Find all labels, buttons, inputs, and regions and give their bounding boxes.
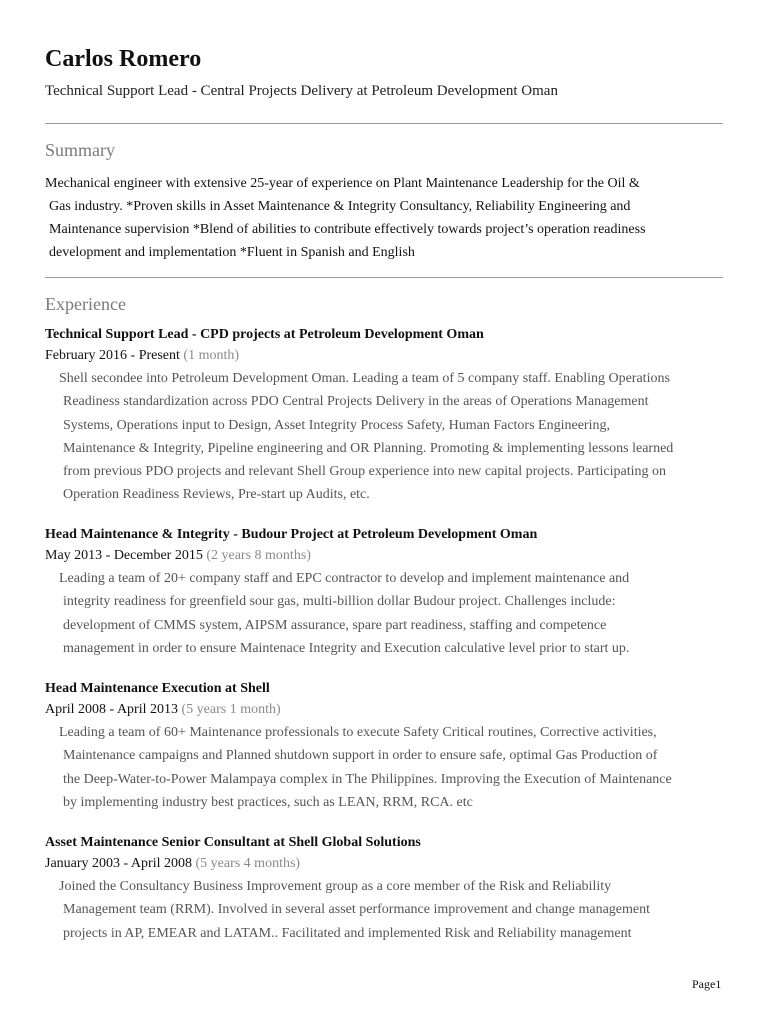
experience-entry [45, 524, 723, 660]
job-duration: (5 years 4 months) [195, 856, 301, 871]
job-description-line: integrity readiness for greenfield sour gas, multi-billion dollar Budour project. Challenges include: [63, 594, 616, 610]
job-dates [45, 699, 723, 720]
job-description-line: management in order to ensure Maintenace Integrity and Execution calculative level prior to start up. [63, 640, 630, 656]
summary-line: development and implementation *Fluent in Spanish and English [49, 245, 415, 260]
job-description-line: Maintenance campaigns and Planned shutdown support in order to ensure safe, optimal Gas Production of [63, 748, 658, 764]
divider [45, 277, 723, 278]
job-description-line: Maintenance & Integrity, Pipeline engineering and OR Planning. Promoting & implementing lessons learned [63, 440, 674, 456]
job-description-line: Readiness standardization across PDO Central Projects Delivery in the areas of Operations Management [63, 394, 649, 410]
job-description [45, 367, 723, 507]
job-description-line: from previous PDO projects and relevant Shell Group experience into new capital projects. Participating on [63, 464, 666, 480]
candidate-headline: Technical Support Lead - Central Projects Delivery at Petroleum Development Oman [45, 83, 558, 99]
job-title: Head Maintenance Execution at Shell [45, 681, 270, 696]
job-date-range: February 2016 - Present [45, 348, 180, 363]
job-duration: (1 month) [183, 348, 240, 363]
experience-entry [45, 324, 723, 507]
job-date-range: May 2013 - December 2015 [45, 548, 203, 563]
job-description-line: by implementing industry best practices, such as LEAN, RRM, RCA. etc [63, 794, 473, 810]
job-description-line: Leading a team of 20+ company staff and EPC contractor to develop and implement maintenance and [59, 571, 630, 586]
job-description-line: Shell secondee into Petroleum Development Oman. Leading a team of 5 company staff. Enabling Operations [59, 371, 670, 386]
summary-text [45, 172, 723, 264]
job-duration: (5 years 1 month) [181, 702, 281, 717]
experience-heading: Experience [45, 294, 126, 314]
job-date-range: January 2003 - April 2008 [45, 856, 192, 871]
job-duration: (2 years 8 months) [206, 548, 311, 563]
job-description-line: Operation Readiness Reviews, Pre-start up Audits, etc. [63, 487, 370, 503]
divider [45, 123, 723, 124]
job-description-line: Leading a team of 60+ Maintenance professionals to execute Safety Critical routines, Corrective activities, [59, 725, 657, 740]
job-description-line: projects in AP, EMEAR and LATAM.. Facilitated and implemented Risk and Reliability management [63, 925, 632, 941]
summary-line: Maintenance supervision *Blend of abilities to contribute effectively towards project’s operation readiness [49, 222, 646, 237]
job-description-line: the Deep-Water-to-Power Malampaya complex in The Philippines. Improving the Execution of Maintenance [63, 771, 672, 787]
experience-entry [45, 832, 723, 945]
job-description [45, 721, 723, 814]
job-description [45, 875, 723, 945]
job-date-range: April 2008 - April 2013 [45, 702, 178, 717]
job-dates [45, 545, 723, 566]
job-title: Technical Support Lead - CPD projects at Petroleum Development Oman [45, 327, 484, 342]
job-title: Head Maintenance & Integrity - Budour Project at Petroleum Development Oman [45, 527, 538, 542]
job-dates [45, 853, 723, 874]
job-description-line: development of CMMS system, AIPSM assurance, spare part readiness, staffing and competence [63, 617, 607, 633]
page-number: Page1 [692, 977, 722, 991]
summary-line: Mechanical engineer with extensive 25-year of experience on Plant Maintenance Leadership for the Oil & [45, 176, 640, 191]
job-description-line: Joined the Consultancy Business Improvement group as a core member of the Risk and Reliability [59, 879, 612, 894]
candidate-name: Carlos Romero [45, 46, 202, 72]
experience-entry [45, 678, 723, 814]
job-description-line: Management team (RRM). Involved in several asset performance improvement and change management [63, 902, 651, 918]
job-description-line: Systems, Operations input to Design, Asset Integrity Process Safety, Human Factors Engineering, [63, 417, 610, 433]
summary-line: Gas industry. *Proven skills in Asset Maintenance & Integrity Consultancy, Reliability Engineering and [49, 199, 631, 214]
job-title: Asset Maintenance Senior Consultant at Shell Global Solutions [45, 835, 421, 850]
job-description [45, 567, 723, 660]
summary-heading: Summary [45, 140, 115, 160]
job-dates [45, 345, 723, 366]
